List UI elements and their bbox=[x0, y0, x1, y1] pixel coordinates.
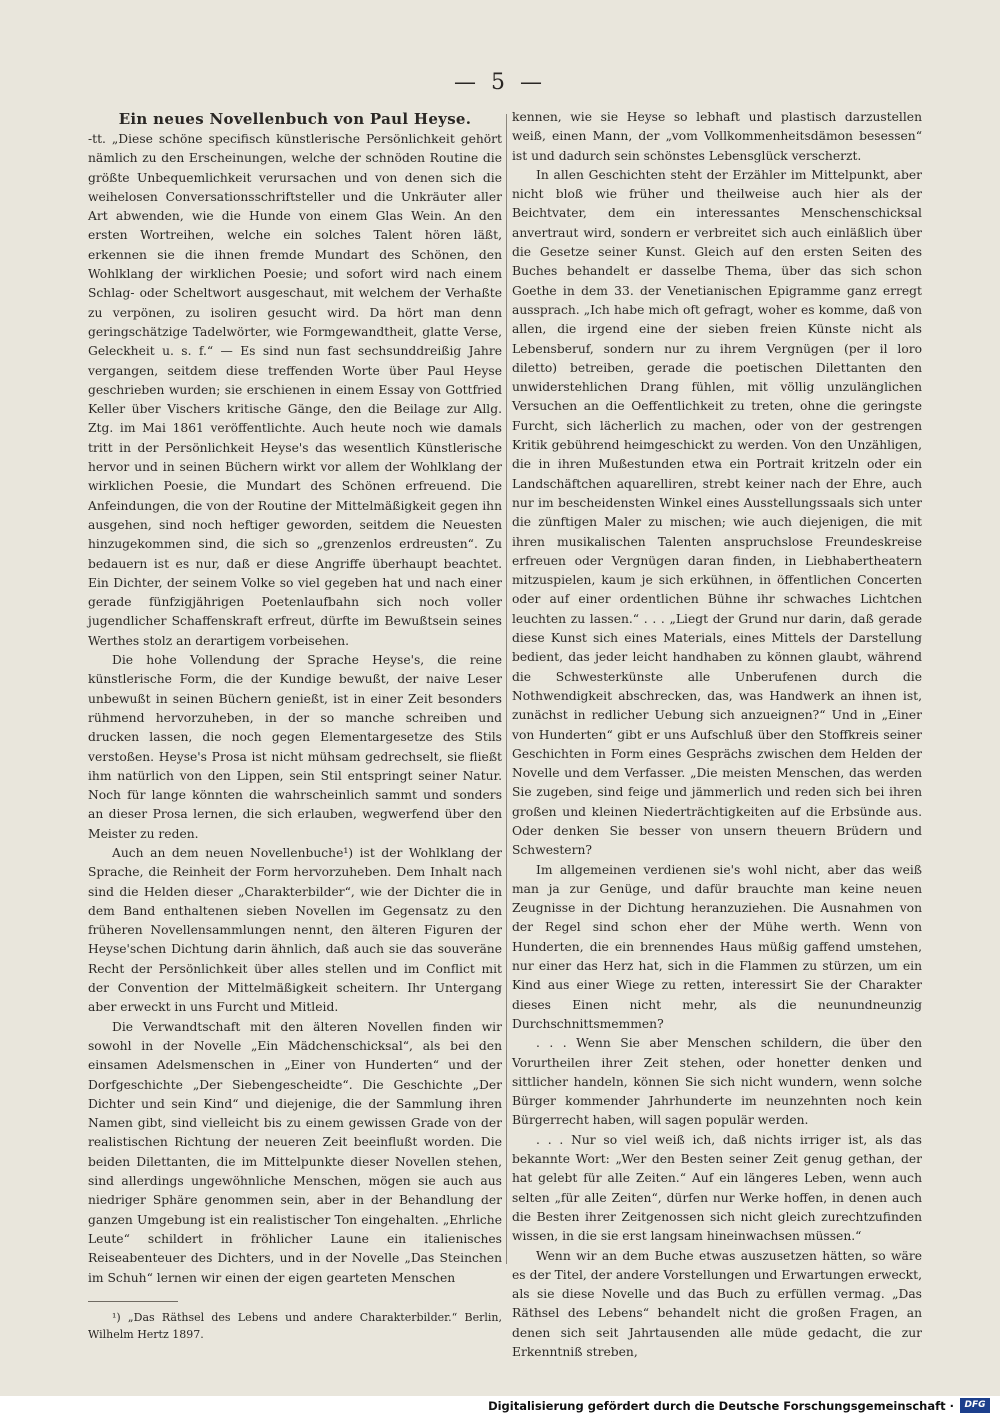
article-title: Ein neues Novellenbuch von Paul Heyse. bbox=[118, 110, 472, 128]
dfg-logo: DFG bbox=[960, 1398, 990, 1413]
paragraph: . . . Wenn Sie aber Menschen schildern, die über den Vorurtheilen ihrer Zeit stehen, oder honetter denken und sittlicher handeln, können Sie sich nicht wundern, wenn solche Bürger kommender Jahrhunderte im neunzehnten noch kein Bürgerrecht haben, will sagen populär werden. bbox=[512, 1036, 922, 1128]
column-divider bbox=[506, 114, 507, 1264]
paragraph: In allen Geschichten steht der Erzähler im Mittelpunkt, aber nicht bloß wie früher und theilweise auch hier als der Beichtvater, dem ein interessantes Menschenschicksal anvertraut wird, sondern er verbreitet sich auch einläßlich über die Gesetze seiner Kunst. Gleich auf den ersten Seiten des Buches behandelt er dasselbe Thema, über das sich schon Goethe in dem 33. der Venetianischen Epigramme ganz erregt aussprach. „Ich habe mich oft gefragt, woher es komme, daß von allen, die irgend eine der sieben freien Künste nicht als Lebensberuf, sondern nur zu ihrem Vergnügen (per il loro diletto) betreiben, gerade die poetischen Dilettanten den unwiderstehlichen Drang fühlen, mit völlig unzulänglichen Versuchen an die Oeffentlichkeit zu treten, ohne die geringste Furcht, sich lächerlich zu machen, oder von der gestrengen Kritik gebührend heimgeschickt zu werden. Von den Unzähligen, die in ihren Mußestunden etwa ein Portrait kritzeln oder ein Landschäftchen aquarelliren, strebt keiner nach der Ehre, auch nur im bescheidensten Winkel eines Ausstellungssaals sich unter die zünftigen Maler zu mischen; wie auch diejenigen, die mit ihren musikalischen Talenten anspruchslose Freundeskreise erfreuen oder Vergnügen daran finden, in Liebhabertheatern mitzuspielen, kaum je sich erkühnen, in öffentlichen Concerten oder auf einer ordentlichen Bühne ihr schwaches Lichtchen leuchten zu lassen.“ . . . „Liegt der Grund nur darin, daß gerade diese Kunst sich eines Materials, eines Mittels der Darstellung bedient, das jeder leicht handhaben zu können glaubt, während die Schwesterkünste alle Unberufenen durch die Nothwendigkeit abschrecken, das, was Handwerk an ihnen ist, zunächst in redlicher Uebung sich anzueignen?“ Und in „Einer von Hunderten“ gibt er uns Aufschluß über den Stoffkreis seiner Geschichten in Form eines Gesprächs zwischen dem Helden der Novelle und dem Verfasser. „Die meisten Menschen, das werden Sie zugeben, sind feige und jämmerlich und reden sich bei ihren großen und kleinen Niederträchtigkeiten auf die Erbsünde aus. Oder denken Sie besser von unsern theuern Brüdern und Schwestern? bbox=[512, 167, 922, 858]
paragraph: . . . Nur so viel weiß ich, daß nichts irriger ist, als das bekannte Wort: „Wer den Besten seiner Zeit genug gethan, der hat gelebt für alle Zeiten.“ Auf ein längeres Leben, wenn auch selten „für alle Zeiten“, dürfen nur Werke hoffen, in denen auch die Besten ihrer Zeitgenossen sich nicht gleich zurechtzufinden wissen, in die sie erst langsam hineinwachsen müssen.“ bbox=[512, 1132, 922, 1244]
paragraph: kennen, wie sie Heyse so lebhaft und plastisch darzustellen weiß, einen Mann, der „vom Vollkommenheitsdämon besessen“ ist und dadurch sein schönstes Lebensglück verscherzt. bbox=[512, 110, 922, 163]
funding-credit: Digitalisierung gefördert durch die Deutsche Forschungsgemeinschaft · bbox=[488, 1399, 954, 1413]
footnote: ¹) „Das Räthsel des Lebens und andere Charakterbilder.“ Berlin, Wilhelm Hertz 1897. bbox=[88, 1310, 502, 1341]
paragraph: Im allgemeinen verdienen sie's wohl nicht, aber das weiß man ja zur Genüge, und dafür brauchte man keine neuen Zeugnisse in der Dichtung heranzuziehen. Die Ausnahmen von der Regel sind schon eher der Mühe werth. Wenn von Hunderten, die ein brennendes Haus müßig gaffend umstehen, nur einer das Herz hat, sich in die Flammen zu stürzen, um ein Kind aus einer Wiege zu retten, interessirt Sie der Charakter dieses Einen nicht mehr, als die neunundneunzig Durchschnittsmemmen? bbox=[512, 862, 922, 1031]
digitization-footer bbox=[0, 1396, 1000, 1416]
right-column bbox=[512, 108, 922, 1362]
left-column bbox=[88, 108, 502, 1343]
footnote-divider bbox=[88, 1301, 178, 1302]
paragraph: Wenn wir an dem Buche etwas auszusetzen hätten, so wäre es der Titel, der andere Vorstellungen und Erwartungen erweckt, als sie diese Novelle und das Buch zu erfüllen vermag. „Das Räthsel des Lebens“ behandelt nicht die großen Fragen, an denen sich seit Jahrtausenden alle müde gedacht, die zur Erkenntniß streben, bbox=[512, 1248, 922, 1359]
paragraph: Die hohe Vollendung der Sprache Heyse's, die reine künstlerische Form, die der Kundige bewußt, der naive Leser unbewußt in seinen Büchern genießt, ist in einer Zeit besonders rühmend hervorzuheben, in der so manche schreiben und drucken lassen, die noch gegen Elementargesetze des Stils verstoßen. Heyse's Prosa ist nicht mühsam gedrechselt, sie fließt ihm natürlich von den Lippen, sein Stil entspringt seiner Natur. Noch für lange könnten die wahrscheinlich sammt und sonders an dieser Prosa lernen, die sich erlauben, wegwerfend über den Meister zu reden. bbox=[88, 653, 502, 841]
page-number: — 5 — bbox=[454, 70, 546, 95]
paragraph: Auch an dem neuen Novellenbuche¹) ist der Wohlklang der Sprache, die Reinheit der Form hervorzuheben. Dem Inhalt nach sind die Helden dieser „Charakterbilder“, wie der Dichter die in dem Band enthaltenen sieben Novellen im Gegensatz zu den früheren Novellensammlungen nennt, den älteren Figuren der Heyse'schen Dichtung darin ähnlich, daß auch sie das souveräne Recht der Persönlichkeit über alles stellen und im Conflict mit der Convention der Mittelmäßigkeit scheitern. Ihr Untergang aber erweckt in uns Furcht und Mitleid. bbox=[88, 845, 502, 1015]
paragraph: -tt. „Diese schöne specifisch künstlerische Persönlichkeit gehört nämlich zu den Erscheinungen, welche der schnöden Routine die größte Unbequemlichkeit verursachen und von denen sich die weihelosen Conversationsschriftsteller und die Unkräuter aller Art abwenden, wie die Hunde von einem Glas Wein. An den ersten Wortreihen, welche ein solches Talent hören läßt, erkennen sie die ihnen fremde Mundart des Schönen, den Wohlklang der wirklichen Poesie; und sofort wird nach einem Schlag- oder Scheltwort ausgeschaut, mit welchem der Verhaßte zu verpönen, zu isoliren gesucht wird. Da hört man denn geringschätzige Tadelwörter, wie Formgewandtheit, glatte Verse, Geleckheit u. s. f.“ — Es sind nun fast sechsunddreißig Jahre vergangen, seitdem diese treffenden Worte über Paul Heyse geschrieben wurden; sie erschienen in einem Essay von Gottfried Keller über Vischers kritische Gänge, den die Beilage zur Allg. Ztg. im Mai 1861 veröffentlichte. Auch heute noch wie damals tritt in der Persönlichkeit Heyse's das wesentlich Künstlerische hervor und in seinen Büchern wirkt vor allem der Wohlklang der wirklichen Poesie, die Mundart des Schönen erfreuend. Die Anfeindungen, die von der Routine der Mittelmäßigkeit gegen ihn ausgehen, sind noch heftiger geworden, seitdem die Neuesten hinzugekommen sind, die sich so „grenzenlos erdreusten“. Zu bedauern ist es nur, daß er diese Angriffe überhaupt beachtet. Ein Dichter, der seinem Volke so viel gegeben hat und nach einer gerade fünfzigjährigen Poetenlaufbahn sich noch voller jugendlicher Schaffenskraft erfreut, dürfte im Bewußtsein seines Werthes stolz an derartigem vorbeisehen. bbox=[88, 132, 502, 648]
paragraph: Die Verwandtschaft mit den älteren Novellen finden wir sowohl in der Novelle „Ein Mädchenschicksal“, als bei den einsamen Adelsmenschen in „Einer von Hunderten“ und der Dorfgeschichte „Der Siebengescheidte“. Die Geschichte „Der Dichter und sein Kind“ und diejenige, die der Sammlung ihren Namen gibt, sind vielleicht bis zu einem gewissen Grade von der realistischen Richtung der neueren Zeit beeinflußt worden. Die beiden Dilettanten, die im Mittelpunkte dieser Novellen stehen, sind allerdings ungewöhnliche Menschen, mögen sie auch aus niedriger Sphäre genommen sein, aber in der Behandlung der ganzen Umgebung ist ein realistischer Ton eingehalten. „Ehrliche Leute“ schildert in fröhlicher Laune ein italienisches Reiseabenteuer des Dichters, und in der Novelle „Das Steinchen im Schuh“ lernen wir einen der eigen gearteten Menschen bbox=[88, 1019, 502, 1285]
